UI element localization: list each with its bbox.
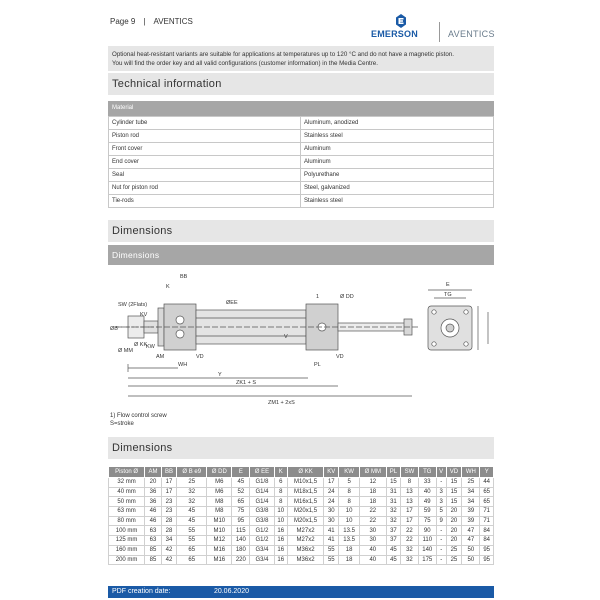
table-row (109, 497, 494, 507)
emerson-wordmark: EMERSON (371, 29, 418, 39)
table-cell: 15 (446, 497, 462, 507)
table-cell: 31 (386, 497, 400, 507)
table-cell: 39 (462, 507, 480, 517)
table-cell: 140 (232, 536, 250, 546)
table-cell: 110 (418, 536, 436, 546)
table-cell: M6 (207, 487, 232, 497)
table-cell: 18 (339, 545, 359, 555)
table-cell: 45 (386, 545, 400, 555)
table-cell: 28 (161, 526, 176, 536)
table-cell: 17 (324, 478, 339, 488)
material-value: Polyurethane (301, 169, 494, 182)
column-header: Piston Ø (109, 467, 145, 478)
material-part: Front cover (109, 143, 301, 156)
page-label (110, 17, 199, 26)
table-cell: 3 (436, 497, 446, 507)
table-cell: 24 (324, 487, 339, 497)
table-cell: 25 (446, 545, 462, 555)
table-cell: M16 (207, 555, 232, 565)
table-cell: 30 (359, 526, 386, 536)
table-cell: 17 (401, 516, 419, 526)
table-cell: 17 (401, 507, 419, 517)
table-cell: 37 (386, 536, 400, 546)
material-value: Aluminum (301, 143, 494, 156)
table-cell: 10 (339, 507, 359, 517)
table-row (109, 478, 494, 488)
material-value: Stainless steel (301, 195, 494, 208)
table-cell: 23 (161, 507, 176, 517)
material-part: Nut for piston rod (109, 182, 301, 195)
table-cell: 80 mm (109, 516, 145, 526)
table-cell: 200 mm (109, 555, 145, 565)
table-cell: 95 (480, 545, 494, 555)
table-cell: 40 (359, 545, 386, 555)
page-header (110, 14, 495, 44)
table-cell: 6 (274, 478, 287, 488)
table-cell: - (436, 478, 446, 488)
table-cell: 63 mm (109, 507, 145, 517)
table-row (109, 507, 494, 517)
table-cell: M8 (207, 507, 232, 517)
intro-line-1: Optional heat-resistant variants are suitable for applications at temperatures up to 120 °C and do not have a magnetic piston. (112, 51, 454, 58)
table-cell: 49 (418, 497, 436, 507)
table-cell: G3/8 (250, 507, 274, 517)
material-table-header: Material (108, 101, 494, 116)
table-cell: 17 (161, 478, 176, 488)
table-cell: 46 (145, 507, 162, 517)
table-cell: 47 (462, 536, 480, 546)
material-value: Steel, galvanized (301, 182, 494, 195)
table-cell: 3 (436, 487, 446, 497)
label-sw: SW (2Flats) (118, 302, 148, 308)
table-cell: 52 (232, 487, 250, 497)
table-cell: 13.5 (339, 526, 359, 536)
column-header: Ø MM (359, 467, 386, 478)
label-wh: WH (178, 362, 188, 368)
table-row (109, 516, 494, 526)
table-cell: 22 (401, 526, 419, 536)
table-row (109, 526, 494, 536)
cylinder-dimension-drawing (108, 268, 494, 408)
label-zk: ZK1 + S (236, 380, 257, 386)
table-cell: 32 mm (109, 478, 145, 488)
material-value: Stainless steel (301, 130, 494, 143)
table-cell: M20x1,5 (287, 516, 323, 526)
table-cell: 10 (274, 516, 287, 526)
column-header: BB (161, 467, 176, 478)
label-kv: KV (140, 312, 148, 318)
table-cell: 20 (446, 536, 462, 546)
table-cell: 63 (145, 526, 162, 536)
material-part: End cover (109, 156, 301, 169)
table-cell: 45 (177, 507, 207, 517)
table-cell: 42 (161, 555, 176, 565)
table-cell: 15 (446, 487, 462, 497)
dimensions-heading: Dimensions (108, 220, 494, 242)
label-bb: BB (180, 274, 188, 280)
table-cell: M27x2 (287, 536, 323, 546)
intro-line-2: You will find the order key and all valid configurations (customer information) in the Media Centre. (112, 60, 378, 67)
table-cell: 45 (386, 555, 400, 565)
table-cell: G1/2 (250, 526, 274, 536)
table-cell: 85 (145, 555, 162, 565)
column-header: Ø DD (207, 467, 232, 478)
emerson-logo (371, 14, 431, 44)
material-part: Tie-rods (109, 195, 301, 208)
table-cell: 18 (339, 555, 359, 565)
table-cell: 65 (480, 487, 494, 497)
table-cell: 15 (386, 478, 400, 488)
column-header: Ø B e9 (177, 467, 207, 478)
table-cell: 84 (480, 526, 494, 536)
table-cell: 40 (418, 487, 436, 497)
material-row (109, 169, 494, 182)
table-cell: 115 (232, 526, 250, 536)
material-table (108, 116, 494, 208)
column-header: TG (418, 467, 436, 478)
column-header: Ø KK (287, 467, 323, 478)
table-cell: 8 (401, 478, 419, 488)
table-cell: 16 (274, 526, 287, 536)
table-cell: 65 (480, 497, 494, 507)
label-kw: KW (146, 344, 155, 350)
table-cell: M10 (207, 526, 232, 536)
table-cell: 50 (462, 555, 480, 565)
table-cell: 55 (324, 545, 339, 555)
label-am: AM (156, 354, 165, 360)
dimensions-table (108, 466, 494, 565)
table-cell: 34 (462, 487, 480, 497)
table-cell: 18 (359, 497, 386, 507)
column-header: K (274, 467, 287, 478)
table-cell: G1/8 (250, 478, 274, 488)
table-cell: 65 (232, 497, 250, 507)
label-ee: ØEE (226, 300, 238, 306)
intro-text (108, 46, 494, 71)
material-row (109, 143, 494, 156)
table-cell: 41 (324, 526, 339, 536)
table-cell: 50 mm (109, 497, 145, 507)
table-cell: 25 (177, 478, 207, 488)
header-separator: | (143, 17, 146, 26)
column-header: PL (386, 467, 400, 478)
table-cell: 65 (177, 545, 207, 555)
table-cell: G3/4 (250, 545, 274, 555)
table-cell: 46 (145, 516, 162, 526)
label-v: V (284, 334, 288, 340)
column-header: WH (462, 467, 480, 478)
table-cell: M16x1,5 (287, 497, 323, 507)
label-kk: Ø KK (134, 342, 148, 348)
material-row (109, 117, 494, 130)
table-cell: 65 (177, 555, 207, 565)
material-part: Seal (109, 169, 301, 182)
table-cell: 32 (401, 545, 419, 555)
material-part: Cylinder tube (109, 117, 301, 130)
table-cell: 41 (324, 536, 339, 546)
table-cell: 75 (418, 516, 436, 526)
dimensions-drawing-header: Dimensions (108, 245, 494, 265)
table-cell: 22 (401, 536, 419, 546)
table-row (109, 555, 494, 565)
table-cell: 30 (324, 507, 339, 517)
table-cell: 31 (386, 487, 400, 497)
table-cell: 85 (145, 545, 162, 555)
label-zm: ZM1 + 2xS (268, 400, 295, 406)
label-k: K (166, 284, 170, 290)
table-cell: 36 (145, 497, 162, 507)
note-stroke: S=stroke (110, 421, 134, 427)
column-header: Y (480, 467, 494, 478)
column-header: AM (145, 467, 162, 478)
table-cell: 47 (462, 526, 480, 536)
table-cell: 59 (418, 507, 436, 517)
table-cell: M27x2 (287, 526, 323, 536)
table-cell: 10 (339, 516, 359, 526)
label-pl: PL (314, 362, 321, 368)
table-cell: 55 (177, 536, 207, 546)
table-cell: 95 (232, 516, 250, 526)
material-row (109, 130, 494, 143)
table-cell: 20 (446, 526, 462, 536)
table-cell: M10x1,5 (287, 478, 323, 488)
material-row (109, 156, 494, 169)
table-cell: 20 (145, 478, 162, 488)
footer-label: PDF creation date: (112, 588, 171, 595)
table-cell: 25 (446, 555, 462, 565)
table-cell: 220 (232, 555, 250, 565)
table-cell: 23 (161, 497, 176, 507)
table-cell: 37 (386, 526, 400, 536)
table-cell: M36x2 (287, 555, 323, 565)
table-cell: G1/4 (250, 487, 274, 497)
table-cell: 25 (462, 478, 480, 488)
table-cell: 125 mm (109, 536, 145, 546)
table-cell: 33 (418, 478, 436, 488)
table-cell: 8 (274, 487, 287, 497)
table-cell: M6 (207, 478, 232, 488)
brand-divider (439, 22, 440, 42)
table-cell: 8 (274, 497, 287, 507)
table-cell: 13 (401, 487, 419, 497)
table-cell: 95 (480, 555, 494, 565)
material-value: Aluminum, anodized (301, 117, 494, 130)
material-row (109, 195, 494, 208)
drawing-notes (110, 412, 167, 428)
table-cell: 36 (145, 487, 162, 497)
material-part: Piston rod (109, 130, 301, 143)
table-cell: 18 (359, 487, 386, 497)
column-header: E (232, 467, 250, 478)
table-cell: 8 (339, 487, 359, 497)
table-cell: 22 (359, 507, 386, 517)
table-cell: 16 (274, 536, 287, 546)
table-cell: - (436, 536, 446, 546)
table-cell: M20x1,5 (287, 507, 323, 517)
label-one: 1 (316, 294, 320, 300)
table-cell: M36x2 (287, 545, 323, 555)
label-tg: TG (444, 292, 452, 298)
table-cell: 71 (480, 507, 494, 517)
table-cell: 5 (339, 478, 359, 488)
technical-information-heading: Technical information (108, 73, 494, 95)
table-cell: 40 (359, 555, 386, 565)
table-cell: 55 (177, 526, 207, 536)
table-cell: 22 (359, 516, 386, 526)
table-cell: 175 (418, 555, 436, 565)
table-cell: 63 (145, 536, 162, 546)
label-y: Y (218, 372, 222, 378)
table-cell: 30 (324, 516, 339, 526)
table-row (109, 536, 494, 546)
table-cell: 50 (462, 545, 480, 555)
table-cell: 30 (359, 536, 386, 546)
table-cell: 28 (161, 516, 176, 526)
table-cell: 32 (386, 516, 400, 526)
emerson-icon (395, 14, 407, 30)
table-cell: 16 (274, 555, 287, 565)
table-cell: 45 (232, 478, 250, 488)
label-e: E (446, 282, 450, 288)
table-cell: 16 (274, 545, 287, 555)
table-cell: G3/4 (250, 555, 274, 565)
table-cell: 15 (446, 478, 462, 488)
label-vd-right: VD (336, 354, 344, 360)
table-cell: 40 mm (109, 487, 145, 497)
table-cell: 9 (436, 516, 446, 526)
table-cell: 34 (161, 536, 176, 546)
table-row (109, 487, 494, 497)
table-cell: 32 (386, 507, 400, 517)
table-cell: 100 mm (109, 526, 145, 536)
table-cell: M8 (207, 497, 232, 507)
table-cell: G1/2 (250, 536, 274, 546)
label-vd: VD (196, 354, 204, 360)
table-cell: 34 (462, 497, 480, 507)
table-cell: 45 (177, 516, 207, 526)
table-cell: 42 (161, 545, 176, 555)
table-cell: 17 (161, 487, 176, 497)
table-cell: 75 (232, 507, 250, 517)
label-b: ØB (110, 326, 118, 332)
table-cell: 13.5 (339, 536, 359, 546)
dimensions-table-heading: Dimensions (108, 437, 494, 459)
table-cell: - (436, 526, 446, 536)
table-cell: 32 (177, 497, 207, 507)
table-cell: 180 (232, 545, 250, 555)
table-cell: 20 (446, 507, 462, 517)
table-cell: 10 (274, 507, 287, 517)
table-row (109, 545, 494, 555)
column-header: Ø EE (250, 467, 274, 478)
table-cell: M18x1,5 (287, 487, 323, 497)
header-company: AVENTICS (153, 17, 193, 26)
table-cell: 5 (436, 507, 446, 517)
table-cell: 39 (462, 516, 480, 526)
table-cell: G1/4 (250, 497, 274, 507)
column-header: SW (401, 467, 419, 478)
aventics-wordmark: AVENTICS (448, 29, 495, 39)
label-mm: Ø MM (118, 348, 133, 354)
page-number: Page 9 (110, 17, 136, 26)
column-header: VD (446, 467, 462, 478)
table-cell: - (436, 545, 446, 555)
table-cell: 13 (401, 497, 419, 507)
table-cell: 20 (446, 516, 462, 526)
column-header: KV (324, 467, 339, 478)
table-cell: 84 (480, 536, 494, 546)
table-cell: 44 (480, 478, 494, 488)
table-cell: 90 (418, 526, 436, 536)
table-cell: G3/8 (250, 516, 274, 526)
material-value: Aluminum (301, 156, 494, 169)
table-cell: 12 (359, 478, 386, 488)
table-cell: - (436, 555, 446, 565)
table-cell: 8 (339, 497, 359, 507)
table-cell: 55 (324, 555, 339, 565)
footer-date: 20.06.2020 (213, 588, 249, 595)
table-cell: 160 mm (109, 545, 145, 555)
table-cell: M12 (207, 536, 232, 546)
note-flow-control: 1) Flow control screw (110, 413, 167, 419)
table-cell: 24 (324, 497, 339, 507)
table-cell: 32 (177, 487, 207, 497)
table-cell: 32 (401, 555, 419, 565)
label-dd: Ø DD (340, 294, 354, 300)
table-cell: 140 (418, 545, 436, 555)
column-header: V (436, 467, 446, 478)
table-cell: 71 (480, 516, 494, 526)
column-header: KW (339, 467, 359, 478)
material-row (109, 182, 494, 195)
pdf-footer (108, 586, 494, 598)
table-cell: M10 (207, 516, 232, 526)
table-cell: M16 (207, 545, 232, 555)
